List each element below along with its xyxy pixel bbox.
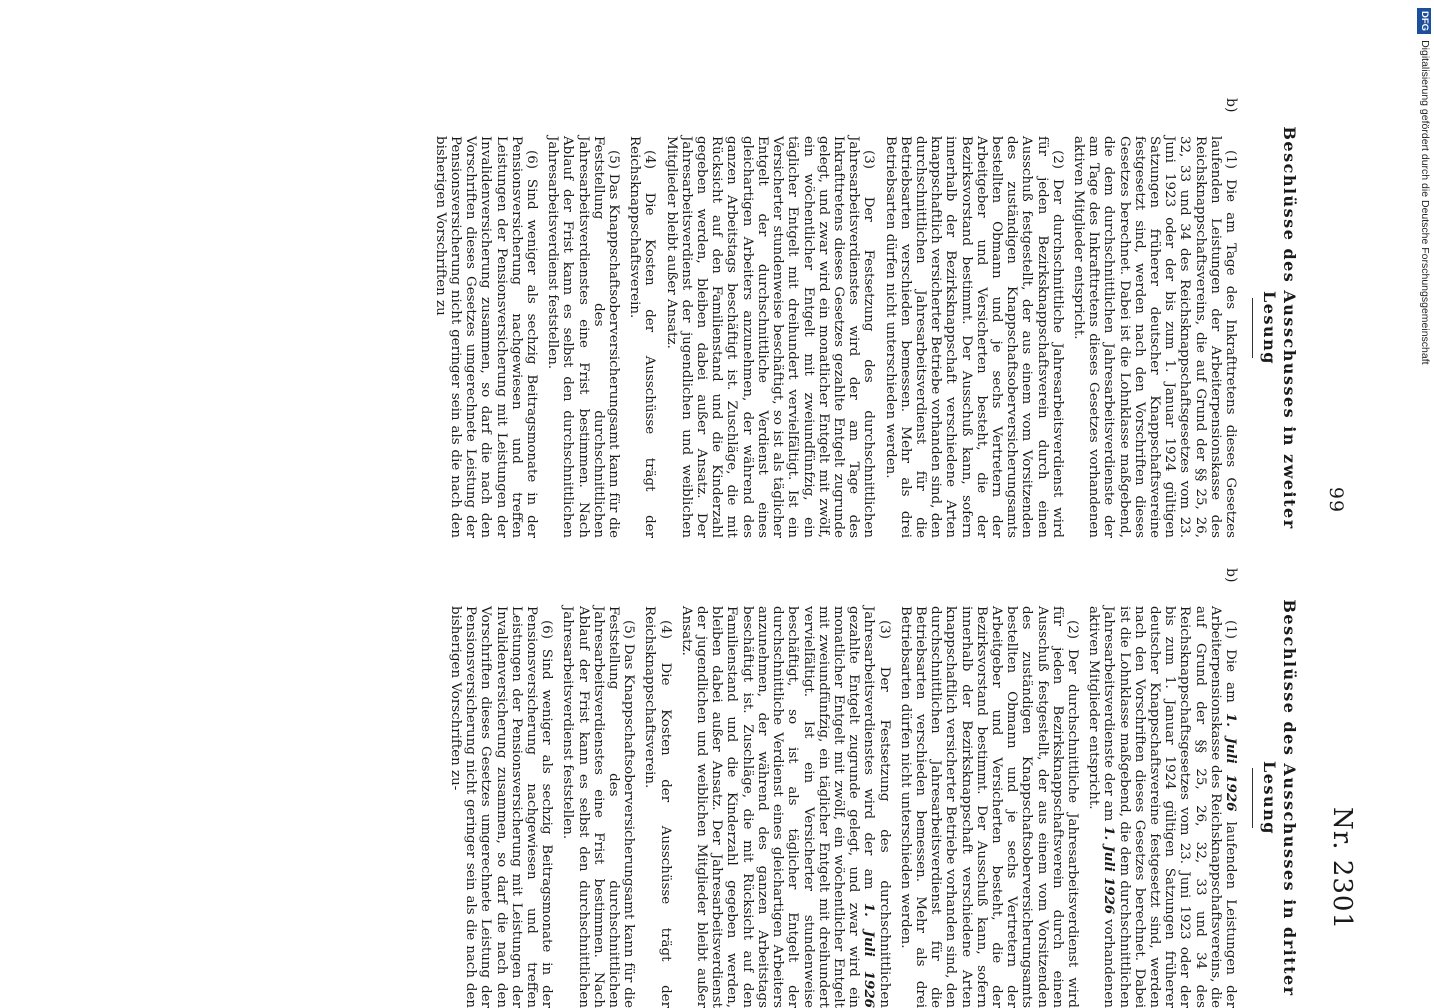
heading-rule — [1252, 298, 1253, 358]
text-span: laufenden Leistungen der Arbeiterpensionskasse des Reichsknappschaftsvereins, die auf Grund der §§ 25, 26, 32, 33 und 34 des Reichsknappschaftsgesetzes vom 23. Juni 1923 oder der bis zum 1. Januar 1924 gültigen Satzungen früherer deutscher Knappschaftsvereine festgesetzt sind, werden nach den Vorschriften dieses Gesetzes berechnet. Dabei ist die Lohnklasse maßgebend, die dem durchschnittlichen Jahresarbeitsverdienste der am — [1101, 606, 1238, 1008]
right-column-body — [448, 568, 1239, 1008]
date-emphasis: 1. Juli 1926 — [861, 902, 878, 1008]
section-marker: b) — [1223, 568, 1239, 583]
right-column — [442, 568, 1299, 1008]
left-column — [427, 98, 1299, 538]
scanned-page — [17, 0, 1417, 1008]
text-span: vorhandenen aktiven Mitglieder entspricht. — [1086, 606, 1117, 1008]
left-column-heading: Beschlüsse des Ausschusses in zweiter Lesung — [1260, 126, 1299, 530]
text-span: (3) Der Festsetzung des durchschnittlichen Jahresarbeitsverdienstes wird der am — [861, 606, 892, 1008]
document-number: Nr. 2301 — [1327, 806, 1357, 930]
dfg-note-text: Digitalisierung gefördert durch die Deutsche Forschungsgemeinschaft — [1419, 40, 1431, 365]
paragraph-4: (4) Die Kosten der Ausschüsse trägt der Reichsknappschaftsverein. — [627, 136, 658, 538]
dfg-logo: DFG — [1417, 8, 1431, 34]
paragraph-3 — [679, 606, 892, 1008]
left-column-body — [432, 98, 1239, 538]
text-span: (1) Die am — [1223, 620, 1238, 713]
paragraph-2: (2) Der durchschnittliche Jahresarbeitsverdienst wird für jeden Bezirksknappschaftsverein durch einen Ausschuß festgestellt, der aus einem vom Vorsitzenden des zuständigen Knappschaftsoberversicherungsamts bestellten Obmann und je sechs Vertretern der Arbeitgeber und Versicherten besteht, die der Bezirksvorstand bestimmt. Der Ausschuß kann, sofern innerhalb der Bezirksknappschaft verschiedene Arten knappschaftlich versicherter Betriebe vorhanden sind, den durchschnittlichen Jahresarbeitsverdienst für die Betriebsarten verschieden bemessen. Mehr als drei Betriebsarten dürfen nicht unterschieden werden. — [882, 136, 1065, 538]
date-emphasis: 1. Juli 1926 — [1223, 712, 1239, 812]
page-number: 99 — [1325, 486, 1347, 514]
paragraph-5: (5) Das Knappschaftsoberversicherungsamt kann für die Feststellung des durchschnittlichen Jahresarbeitsverdienstes eine Frist bestimmen. Nach Ablauf der Frist kann es selbst den durchschnittlichen Jahresarbeitsverdienst feststellen. — [545, 136, 622, 538]
paragraph-3: (3) Der Festsetzung des durchschnittlichen Jahresarbeitsverdienstes wird der am Tage des Inkrafttretens dieses Gesetzes gezahlte Entgelt zugrunde gelegt, und zwar wird ein monatlicher Entgelt mit zwölf, ein wöchentlicher Entgelt mit zweiundfünfzig, ein täglicher Entgelt mit dreihundert vervielfältigt. Ist ein Versicherter stundenweise beschäftigt, so ist als täglicher Entgelt der durchschnittliche Verdienst eines gleichartigen Arbeiters anzunehmen, der während des ganzen Arbeitstags beschäftigt ist. Zuschläge, die mit Rücksicht auf den Familienstand und die Kinderzahl gegeben werden, bleiben dabei außer Ansatz. Der Jahresarbeitsverdienst der jugendlichen und weiblichen Mitglieder bleibt außer Ansatz. — [663, 136, 877, 538]
heading-rule — [1252, 768, 1253, 828]
paragraph-1 — [1086, 606, 1238, 1008]
paragraph-6: (6) Sind weniger als sechzig Beitragsmonate in der Pensionsversicherung nachgewiesen und treffen Leistungen der Pensionsversicherung mit Leistungen der Invalidenversicherung zusammen, so darf die nach den Vorschriften dieses Gesetzes umgerechnete Leistung der Pensionsversicherung nicht geringer sein als die nach den bisherigen Vorschriften zu- — [448, 606, 555, 1008]
section-marker: b) — [1223, 98, 1239, 113]
paragraph-1: (1) Die am Tage des Inkrafttretens dieses Gesetzes laufenden Leistungen der Arbeiterpensionskasse des Reichsknappschaftsvereins, die auf Grund der §§ 25, 26, 32, 33 und 34 des Reichsknappschaftsgesetzes vom 23. Juni 1923 oder der bis zum 1. Januar 1924 gültigen Satzungen früherer deutscher Knappschaftsvereine festgesetzt sind, werden nach den Vorschriften dieses Gesetzes berechnet. Dabei ist die Lohnklasse maßgebend, die dem durchschnittlichen Jahresarbeitsverdienste der am Tage des Inkrafttretens dieses Gesetzes vorhandenen aktiven Mitglieder entspricht. — [1070, 136, 1238, 538]
right-column-heading: Beschlüsse des Ausschusses in dritter Lesung — [1260, 599, 1299, 997]
paragraph-2: (2) Der durchschnittliche Jahresarbeitsverdienst wird für jeden Bezirksknappschaftsverein durch einen Ausschuß festgestellt, der aus einem vom Vorsitzenden des zuständigen Knappschaftsoberversicherungsamts bestellten Obmann und je sechs Vertretern der Arbeitgeber und Versicherten besteht, die der Bezirksvorstand bestimmt. Der Ausschuß kann, sofern innerhalb der Bezirksknappschaft verschiedene Arten knappschaftlich versicherter Betriebe vorhanden sind, den durchschnittlichen Jahresarbeitsverdienst für die Betriebsarten verschieden bemessen. Mehr als drei Betriebsarten dürfen nicht unterschieden werden. — [897, 606, 1080, 1008]
date-emphasis: 1. Juli 1926 — [1101, 826, 1118, 915]
paragraph-5: (5) Das Knappschaftsoberversicherungsamt kann für die Feststellung des durchschnittlichen Jahresarbeitsverdienstes eine Frist bestimmen. Nach Ablauf der Frist kann es selbst den durchschnittlichen Jahresarbeitsverdienst feststellen. — [560, 606, 637, 1008]
paragraph-4: (4) Die Kosten der Ausschüsse trägt der Reichsknappschaftsverein. — [642, 606, 673, 1008]
paragraph-6: (6) Sind weniger als sechzig Beitragsmonate in der Pensionsversicherung nachgewiesen und treffen Leistungen der Pensionsversicherung mit Leistungen der Invalidenversicherung zusammen, so darf die nach den Vorschriften dieses Gesetzes umgerechnete Leistung der Pensionsversicherung nicht geringer sein als die nach den bisherigen Vorschriften zu — [432, 136, 540, 538]
text-span: gezahlte Entgelt zugrunde gelegt, und zwar wird ein monatlicher Entgelt mit zwölf, ein wöchentlicher Entgelt mit zweiundfünfzig, ein täglicher Entgelt mit dreihundert vervielfältigt. Ist ein Versicherter stundenweise beschäftigt, so ist als täglicher Entgelt der durchschnittliche Verdienst eines gleichartigen Arbeiters anzunehmen, der während des ganzen Arbeitstags beschäftigt ist. Zuschläge, die mit Rücksicht auf den Familienstand und die Kinderzahl gegeben werden, bleiben dabei außer Ansatz. Der Jahresarbeitsverdienst der jugendlichen und weiblichen Mitglieder bleibt außer Ansatz. — [678, 606, 862, 1008]
dfg-note-text-wrap — [1418, 8, 1432, 992]
dfg-note — [1418, 8, 1432, 992]
